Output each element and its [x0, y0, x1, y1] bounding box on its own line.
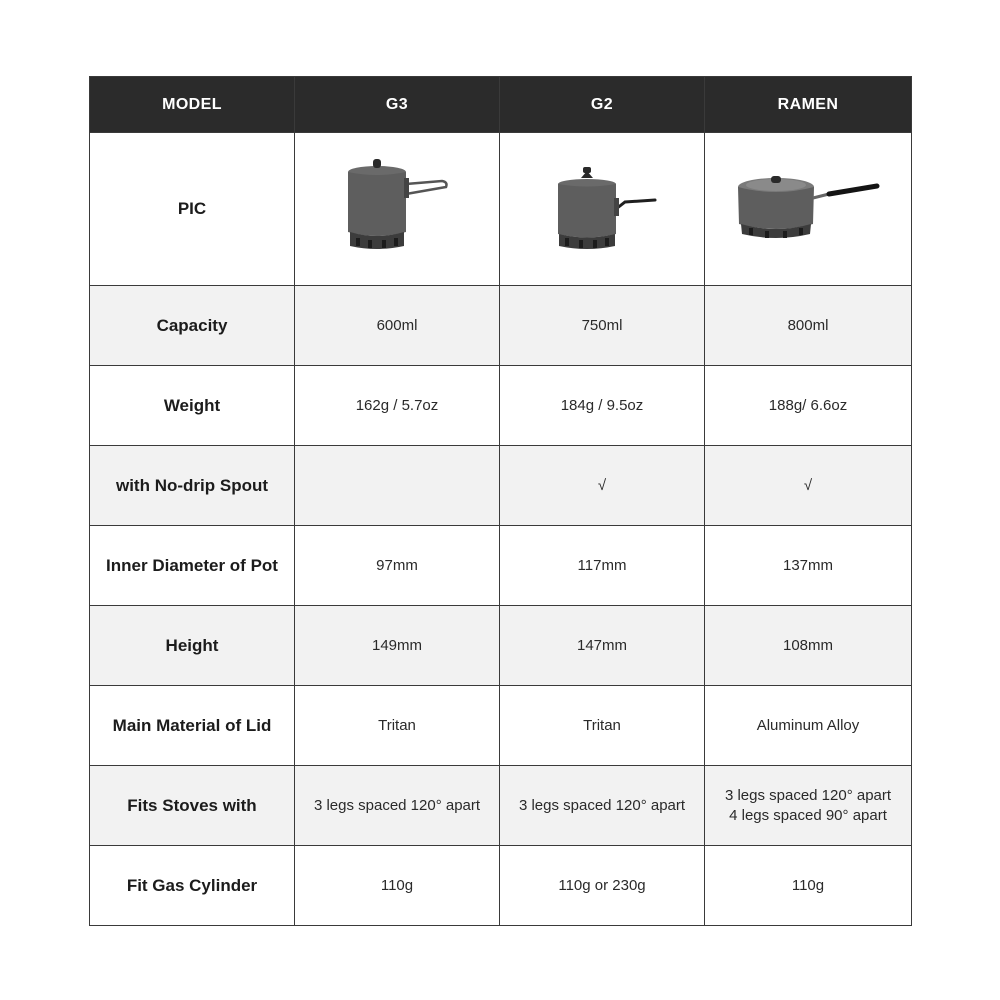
cell-g2 [500, 846, 705, 926]
cell-value: 110g [791, 876, 825, 894]
cell-value: 4 legs spaced 90° apart [729, 806, 887, 824]
pot-with-spout-and-handle-icon [537, 154, 667, 264]
cell-g2 [500, 286, 705, 366]
pic-cell-ramen [705, 133, 912, 286]
cell-value: 147mm [576, 636, 628, 654]
cell-g3 [295, 766, 500, 846]
cell-value: Aluminum Alloy [756, 716, 860, 734]
cell-ramen [705, 526, 912, 606]
wide-pot-with-long-handle-icon [733, 154, 883, 264]
cell-value: Tritan [583, 716, 621, 734]
cell-g2 [500, 446, 705, 526]
table-row-inner-diameter-of-pot [90, 526, 912, 606]
cell-g3 [295, 286, 500, 366]
header-model: MODEL [90, 77, 295, 133]
cell-g2 [500, 366, 705, 446]
pic-label: PIC [90, 133, 295, 286]
cell-g2 [500, 686, 705, 766]
cell-value: 3 legs spaced 120° apart [724, 786, 892, 804]
cell-value: 800ml [787, 316, 829, 334]
cell-value: √ [803, 476, 813, 494]
cell-value: 184g / 9.5oz [560, 396, 644, 414]
cell-value: Tritan [378, 716, 416, 734]
pic-cell-g2 [500, 133, 705, 286]
row-label: with No-drip Spout [90, 446, 295, 526]
tall-pot-with-folding-handle-icon [332, 154, 462, 264]
header-g3: G3 [295, 77, 500, 133]
cell-ramen [705, 766, 912, 846]
cell-value: 3 legs spaced 120° apart [313, 796, 481, 814]
cell-value: 110g or 230g [558, 876, 646, 894]
cell-g3 [295, 606, 500, 686]
row-label: Fit Gas Cylinder [90, 846, 295, 926]
cell-ramen [705, 686, 912, 766]
table-row-capacity [90, 286, 912, 366]
cell-ramen [705, 286, 912, 366]
cell-value: 110g [380, 876, 414, 894]
cell-g3 [295, 846, 500, 926]
cell-g2 [500, 526, 705, 606]
cell-ramen [705, 846, 912, 926]
row-label: Inner Diameter of Pot [90, 526, 295, 606]
table-row-height [90, 606, 912, 686]
cell-value: 188g/ 6.6oz [768, 396, 848, 414]
row-label: Fits Stoves with [90, 766, 295, 846]
cell-g3 [295, 686, 500, 766]
cell-value: 600ml [376, 316, 418, 334]
cell-value: 108mm [782, 636, 834, 654]
cell-value: 97mm [376, 556, 418, 574]
header-row [90, 77, 912, 133]
pic-cell-g3 [295, 133, 500, 286]
row-label: Capacity [90, 286, 295, 366]
cell-value: 750ml [581, 316, 623, 334]
comparison-table [89, 76, 912, 926]
cell-value: 162g / 5.7oz [355, 396, 439, 414]
table-row-main-material-of-lid [90, 686, 912, 766]
row-label: Weight [90, 366, 295, 446]
cell-value: 137mm [782, 556, 834, 574]
cell-ramen [705, 606, 912, 686]
row-label: Main Material of Lid [90, 686, 295, 766]
cell-g2 [500, 766, 705, 846]
cell-value: √ [597, 476, 607, 494]
cell-ramen [705, 366, 912, 446]
cell-value: 117mm [577, 556, 627, 574]
header-ramen: RAMEN [705, 77, 912, 133]
cell-value: 3 legs spaced 120° apart [518, 796, 686, 814]
cell-g3 [295, 446, 500, 526]
cell-ramen [705, 446, 912, 526]
picture-row [90, 133, 912, 286]
row-label: Height [90, 606, 295, 686]
table-row-weight [90, 366, 912, 446]
header-g2: G2 [500, 77, 705, 133]
table-row-with-no-drip-spout [90, 446, 912, 526]
table-row-fits-stoves-with [90, 766, 912, 846]
cell-value: 149mm [371, 636, 423, 654]
cell-g3 [295, 526, 500, 606]
cell-g2 [500, 606, 705, 686]
cell-g3 [295, 366, 500, 446]
table-row-fit-gas-cylinder [90, 846, 912, 926]
